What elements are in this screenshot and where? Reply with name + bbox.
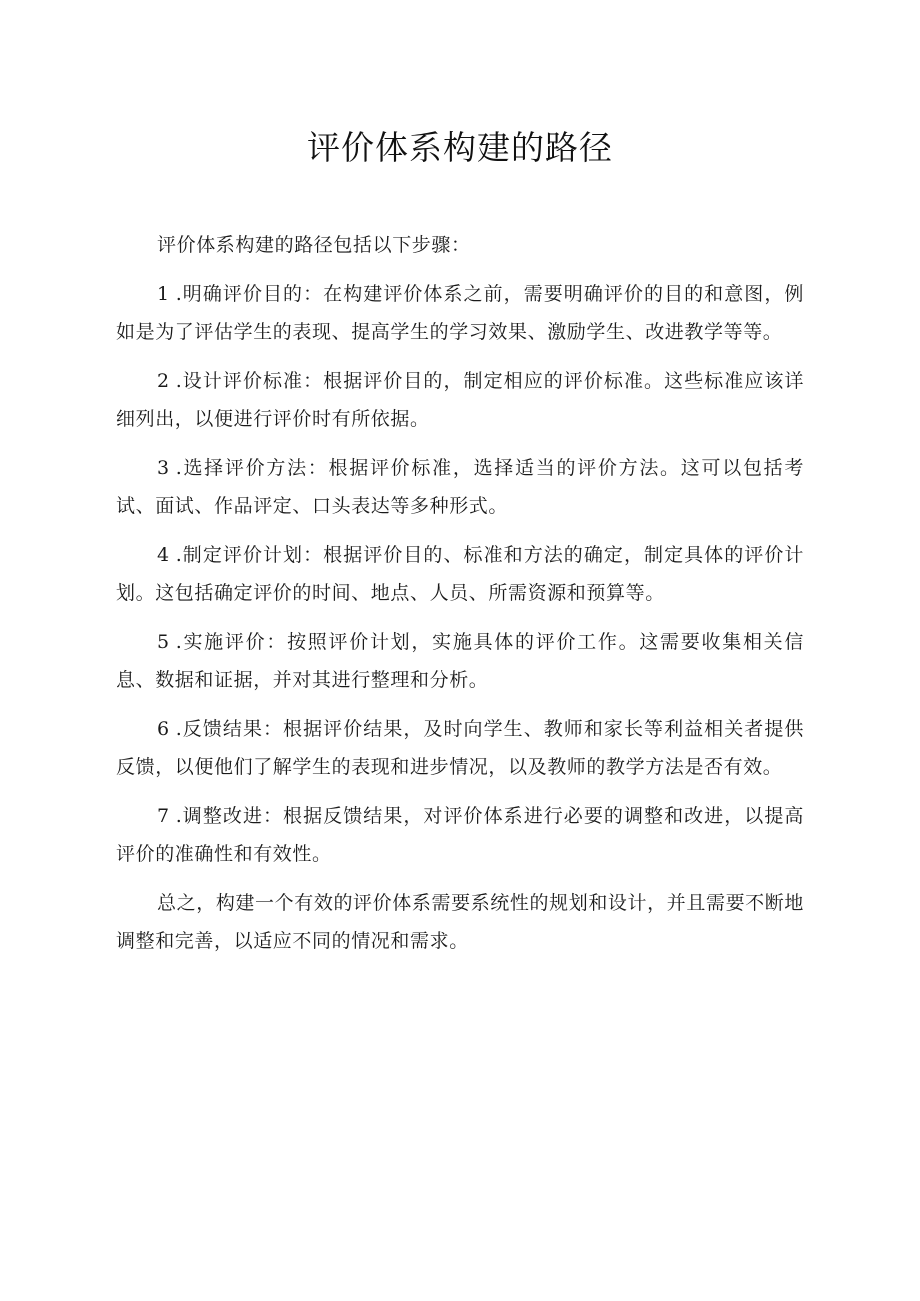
step-text: .明确评价目的：在构建评价体系之前，需要明确评价的目的和意图，例如是为了评估学生的表现、提高学生的学习效果、激励学生、改进教学等等。 — [116, 282, 804, 343]
step-text: .制定评价计划：根据评价目的、标准和方法的确定，制定具体的评价计划。这包括确定评价的时间、地点、人员、所需资源和预算等。 — [116, 543, 804, 604]
step-paragraph-5 — [116, 623, 804, 700]
step-paragraph-4 — [116, 536, 804, 613]
step-number: 3 — [157, 456, 170, 479]
intro-paragraph: 评价体系构建的路径包括以下步骤： — [157, 234, 471, 256]
step-number: 1 — [157, 282, 170, 305]
step-paragraph-7 — [116, 797, 804, 874]
step-text: .选择评价方法：根据评价标准，选择适当的评价方法。这可以包括考试、面试、作品评定、口头表达等多种形式。 — [116, 456, 804, 517]
step-number: 7 — [157, 804, 170, 827]
conclusion-paragraph: 总之，构建一个有效的评价体系需要系统性的规划和设计，并且需要不断地调整和完善，以适应不同的情况和需求。 — [116, 891, 804, 952]
step-number: 5 — [157, 630, 170, 653]
step-paragraph-2 — [116, 362, 804, 439]
step-paragraph-1 — [116, 275, 804, 352]
step-number: 2 — [157, 369, 170, 392]
step-text: .设计评价标准：根据评价目的，制定相应的评价标准。这些标准应该详细列出，以便进行评价时有所依据。 — [116, 369, 804, 430]
document-title: 评价体系构建的路径 — [307, 128, 613, 167]
document-body — [116, 226, 804, 971]
step-number: 4 — [157, 543, 170, 566]
step-text: .实施评价：按照评价计划，实施具体的评价工作。这需要收集相关信息、数据和证据，并对其进行整理和分析。 — [116, 630, 804, 691]
step-paragraph-3 — [116, 449, 804, 526]
step-text: .反馈结果：根据评价结果，及时向学生、教师和家长等利益相关者提供反馈，以便他们了解学生的表现和进步情况，以及教师的教学方法是否有效。 — [116, 717, 804, 778]
step-text: .调整改进：根据反馈结果，对评价体系进行必要的调整和改进，以提高评价的准确性和有效性。 — [116, 804, 804, 865]
step-paragraph-6 — [116, 710, 804, 787]
step-number: 6 — [157, 717, 170, 740]
